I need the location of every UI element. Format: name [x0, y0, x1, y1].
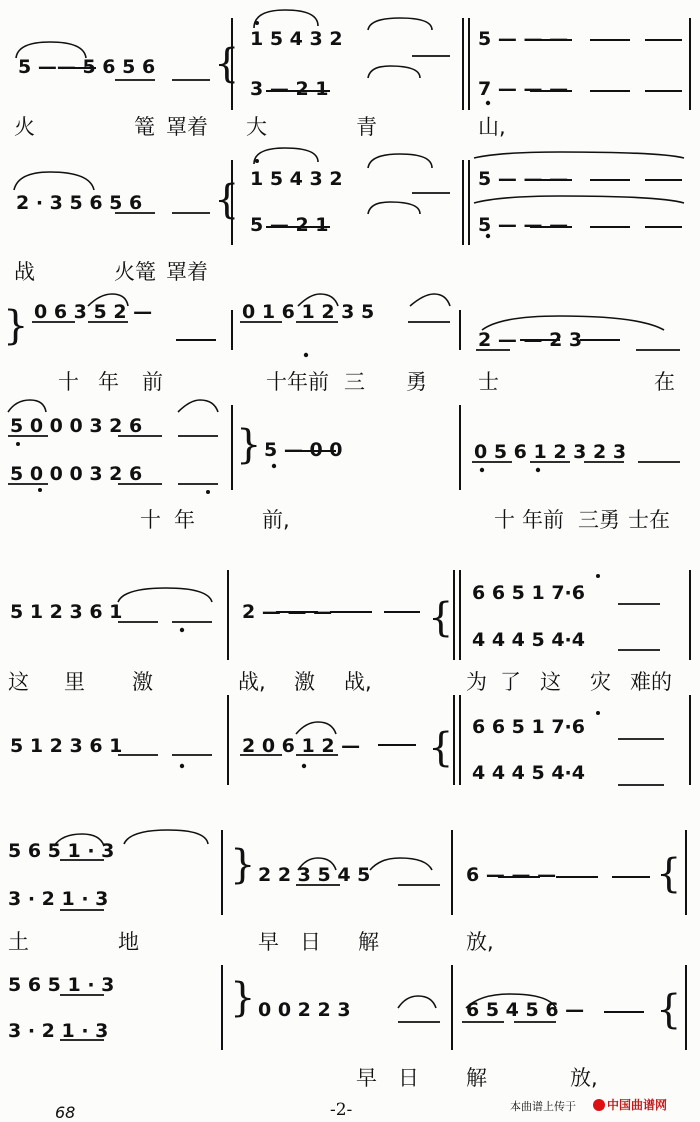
lyric: 放,	[570, 1066, 598, 1090]
lyric: 年	[174, 508, 195, 532]
lyric: 勇	[406, 370, 427, 394]
lyric: 前	[142, 370, 163, 394]
lyric: 罩着	[166, 115, 208, 139]
lyric: 解	[466, 1066, 487, 1090]
lyric: 解	[358, 930, 379, 954]
lyric: 激	[132, 670, 153, 694]
lyric: 十	[58, 370, 79, 394]
lyric: 十	[494, 508, 515, 532]
measure: 1 5 4 3 2	[250, 28, 343, 50]
measure: 5 0 0 0 3 2 6	[10, 463, 143, 485]
lyric: 里	[64, 670, 85, 694]
lyric: 士	[478, 370, 499, 394]
measure: 3 · 2 1 · 3	[8, 1020, 109, 1042]
lyric: 早	[356, 1066, 377, 1090]
brace: }	[230, 975, 256, 1021]
lyric: 日	[300, 930, 321, 954]
measure: 6 5 4 5 6 —	[466, 999, 585, 1021]
brace: }	[236, 422, 262, 468]
lyric: 青	[356, 115, 377, 139]
lyric: 在	[654, 370, 675, 394]
measure: 6 — — —	[466, 864, 557, 886]
measure: 2 0 6 1 2 —	[242, 735, 361, 757]
lyric: 为	[466, 670, 487, 694]
measure: 5 0 0 0 3 2 6	[10, 415, 143, 437]
site-name: 中国曲谱网	[607, 1098, 668, 1112]
brace: {	[214, 41, 240, 87]
measure: 2 2 3 5 4 5	[258, 864, 371, 886]
measure: 1 5 4 3 2	[250, 168, 343, 190]
upload-credit: 本曲谱上传于	[510, 1100, 576, 1113]
logo-icon	[593, 1099, 605, 1111]
lyric: 大	[246, 115, 267, 139]
measure: 5 — — —	[478, 214, 569, 236]
lyric: 土	[8, 930, 29, 954]
brace: }	[230, 842, 256, 888]
lyric: 这	[540, 670, 561, 694]
measure: 5 6 5 1 · 3	[8, 840, 115, 862]
lyric: 了	[500, 670, 521, 694]
measure: 4 4 4 5 4·4	[472, 629, 585, 651]
measure: 5 — 0 0	[264, 439, 343, 461]
measure: 5 — — —	[478, 168, 569, 190]
lyric: 这	[8, 670, 29, 694]
lyric: 山,	[478, 115, 506, 139]
brace: }	[3, 303, 29, 349]
lyric: 年	[98, 370, 119, 394]
measure: 7 — — —	[478, 78, 569, 100]
measure: 3 · 2 1 · 3	[8, 888, 109, 910]
measure: 0 5 6 1 2 3 2 3	[474, 441, 627, 463]
lyric: 日	[398, 1066, 419, 1090]
measure: 5 6 5 1 · 3	[8, 974, 115, 996]
measure: 3 — 2 1	[250, 78, 329, 100]
measure: 0 0 2 2 3	[258, 999, 351, 1021]
measure: 5 1 2 3 6 1	[10, 735, 123, 757]
lyric: 战,	[238, 670, 266, 694]
measure: 0 1 6 1 2 3 5	[242, 301, 375, 323]
lyric: 三	[344, 370, 365, 394]
measure: 5 1 2 3 6 1	[10, 601, 123, 623]
lyric: 放,	[466, 930, 494, 954]
lyric: 罩着	[166, 260, 208, 284]
measure: 0 6 3 5 2 —	[34, 301, 153, 323]
brace: {	[428, 595, 454, 641]
site-logo[interactable]	[593, 1096, 667, 1113]
lyric: 士在	[628, 508, 670, 532]
lyric: 十	[140, 508, 161, 532]
lyric: 早	[258, 930, 279, 954]
measure: 5 —— 5 6 5 6	[18, 56, 156, 78]
page-number: -2-	[330, 1100, 353, 1120]
lyric: 前,	[262, 508, 290, 532]
lyric: 地	[118, 930, 139, 954]
lyric: 灾	[590, 670, 611, 694]
measure: 2 — — —	[242, 601, 333, 623]
measure: 2 · 3 5 6 5 6	[16, 192, 143, 214]
measure: 6 6 5 1 7·6	[472, 582, 585, 604]
measure: 5 — 2 1	[250, 214, 329, 236]
lyric: 火	[14, 115, 35, 139]
lyric: 难的	[630, 670, 672, 694]
measure: 4 4 4 5 4·4	[472, 762, 585, 784]
lyric: 十年前	[266, 370, 329, 394]
measure: 5 — — —	[478, 28, 569, 50]
lyric: 战,	[344, 670, 372, 694]
lyric: 火篭	[114, 260, 156, 284]
measure: 2 — — 2 3	[478, 329, 583, 351]
lyric: 战	[14, 260, 35, 284]
brace: {	[656, 851, 682, 897]
brace: {	[656, 987, 682, 1033]
brace: {	[214, 177, 240, 223]
lyric: 三勇	[578, 508, 620, 532]
measure: 6 6 5 1 7·6	[472, 716, 585, 738]
page-tail-number: 68	[55, 1103, 76, 1122]
lyric: 年前	[522, 508, 564, 532]
lyric: 激	[294, 670, 315, 694]
lyric: 篭	[134, 115, 155, 139]
brace: {	[428, 725, 454, 771]
